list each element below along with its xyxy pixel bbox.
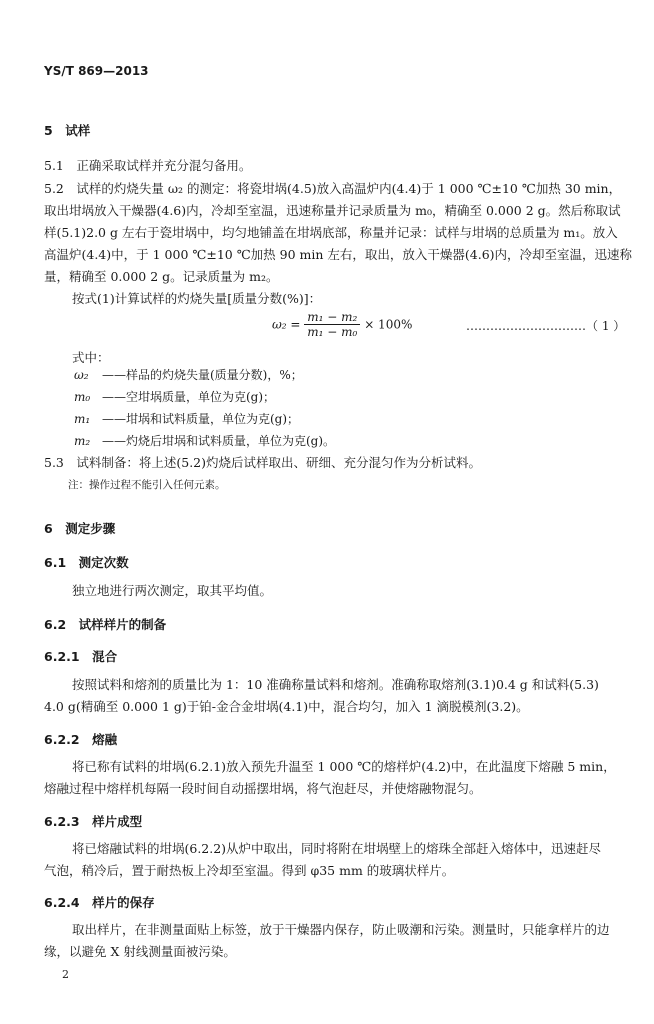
clause-6-2-4-heading: 6.2.4 样片的保存: [44, 895, 155, 910]
clause-6-2-2-line-1: 将已称有试料的坩埚(6.2.1)放入预先升温至 1 000 ℃的熔样炉(4.2)中，在此温度下熔融 5 min，: [72, 759, 616, 774]
clause-5-2-line-4: 高温炉(4.4)中，于 1 000 ℃±10 ℃加热 90 min 左右，取出，放入干燥器(4.6)内，冷却至室温，迅速称: [44, 247, 633, 262]
formula-lhs: ω₂ =: [272, 317, 301, 332]
where-description: ——坩埚和试料质量，单位为克(g)；: [102, 412, 300, 426]
section-6-heading: 6 测定步骤: [44, 521, 116, 536]
where-symbol: m₂: [74, 434, 91, 448]
clause-6-1-text: 独立地进行两次测定，取其平均值。: [72, 583, 273, 598]
formula-fraction: [304, 310, 360, 339]
where-item: [74, 388, 275, 405]
section-5-heading: 5 试样: [44, 123, 91, 138]
where-description: ——空坩埚质量，单位为克(g)；: [102, 390, 276, 404]
clause-6-2-2-heading: 6.2.2 熔融: [44, 732, 118, 747]
clause-6-2-heading: 6.2 试样样片的制备: [44, 617, 167, 632]
formula-rhs: × 100%: [364, 317, 413, 332]
where-symbol: ω₂: [74, 368, 89, 382]
clause-6-2-1-line-1: 按照试料和熔剂的质量比为 1：10 准确称量试料和熔剂。准确称取熔剂(3.1)0.4 g 和试料(5.3): [72, 677, 599, 692]
formula-denominator: m₁ − m₀: [307, 325, 358, 339]
clause-6-1-heading: 6.1 测定次数: [44, 555, 129, 570]
formula-intro: 按式(1)计算试样的灼烧失量[质量分数(%)]：: [72, 291, 322, 306]
clause-5-2-line-3: 样(5.1)2.0 g 左右于瓷坩埚中，均匀地铺盖在坩埚底部，称量并记录：试样与坩埚的总质量为 m₁。放入: [44, 225, 618, 240]
clause-5-1: 5.1 正确采取试样并充分混匀备用。: [44, 158, 252, 173]
clause-5-2-line-1: 5.2 试样的灼烧失量 ω₂ 的测定：将瓷坩埚(4.5)放入高温炉内(4.4)于 1 000 ℃±10 ℃加热 30 min，: [44, 181, 622, 196]
clause-6-2-1-heading: 6.2.1 混合: [44, 649, 118, 664]
where-item: [74, 410, 299, 427]
clause-6-2-4-line-2: 缘，以避免 X 射线测量面被污染。: [44, 944, 236, 959]
where-label: 式中：: [72, 350, 110, 365]
clause-5-2-line-2: 取出坩埚放入干燥器(4.6)内，冷却至室温，迅速称量并记录质量为 m₀，精确至 0.000 2 g。然后称取试: [44, 203, 621, 218]
formula-number: …………………………（ 1 ）: [466, 319, 626, 333]
where-description: ——灼烧后坩埚和试料质量，单位为克(g)。: [102, 434, 336, 448]
clause-6-2-3-line-1: 将已熔融试料的坩埚(6.2.2)从炉中取出，同时将附在坩埚壁上的熔珠全部赶入熔体中，迅速赶尽: [72, 841, 602, 856]
note: 注：操作过程不能引入任何元素。: [68, 479, 226, 491]
where-symbol: m₁: [74, 412, 91, 426]
formula-numerator: m₁ − m₂: [304, 310, 360, 325]
where-description: ——样品的灼烧失量(质量分数)，%；: [102, 368, 303, 382]
clause-6-2-1-line-2: 4.0 g(精确至 0.000 1 g)于铂-金合金坩埚(4.1)中，混合均匀，加入 1 滴脱模剂(3.2)。: [44, 699, 529, 714]
page-number: 2: [62, 968, 69, 981]
standard-number: YS/T 869—2013: [44, 64, 149, 78]
clause-5-3: 5.3 试料制备：将上述(5.2)灼烧后试样取出、研细、充分混匀作为分析试料。: [44, 455, 482, 470]
where-item: [74, 432, 335, 449]
clause-6-2-4-line-1: 取出样片，在非测量面贴上标签，放于干燥器内保存，防止吸潮和污染。测量时，只能拿样片的边: [72, 922, 610, 937]
clause-5-2-line-5: 量，精确至 0.000 2 g。记录质量为 m₂。: [44, 269, 279, 284]
clause-6-2-3-line-2: 气泡，稍冷后，置于耐热板上冷却至室温。得到 φ35 mm 的玻璃状样片。: [44, 863, 455, 878]
where-symbol: m₀: [74, 390, 91, 404]
clause-6-2-2-line-2: 熔融过程中熔样机每隔一段时间自动摇摆坩埚，将气泡赶尽，并使熔融物混匀。: [44, 781, 482, 796]
formula-1: [272, 310, 412, 339]
where-item: [74, 366, 303, 383]
clause-6-2-3-heading: 6.2.3 样片成型: [44, 814, 143, 829]
